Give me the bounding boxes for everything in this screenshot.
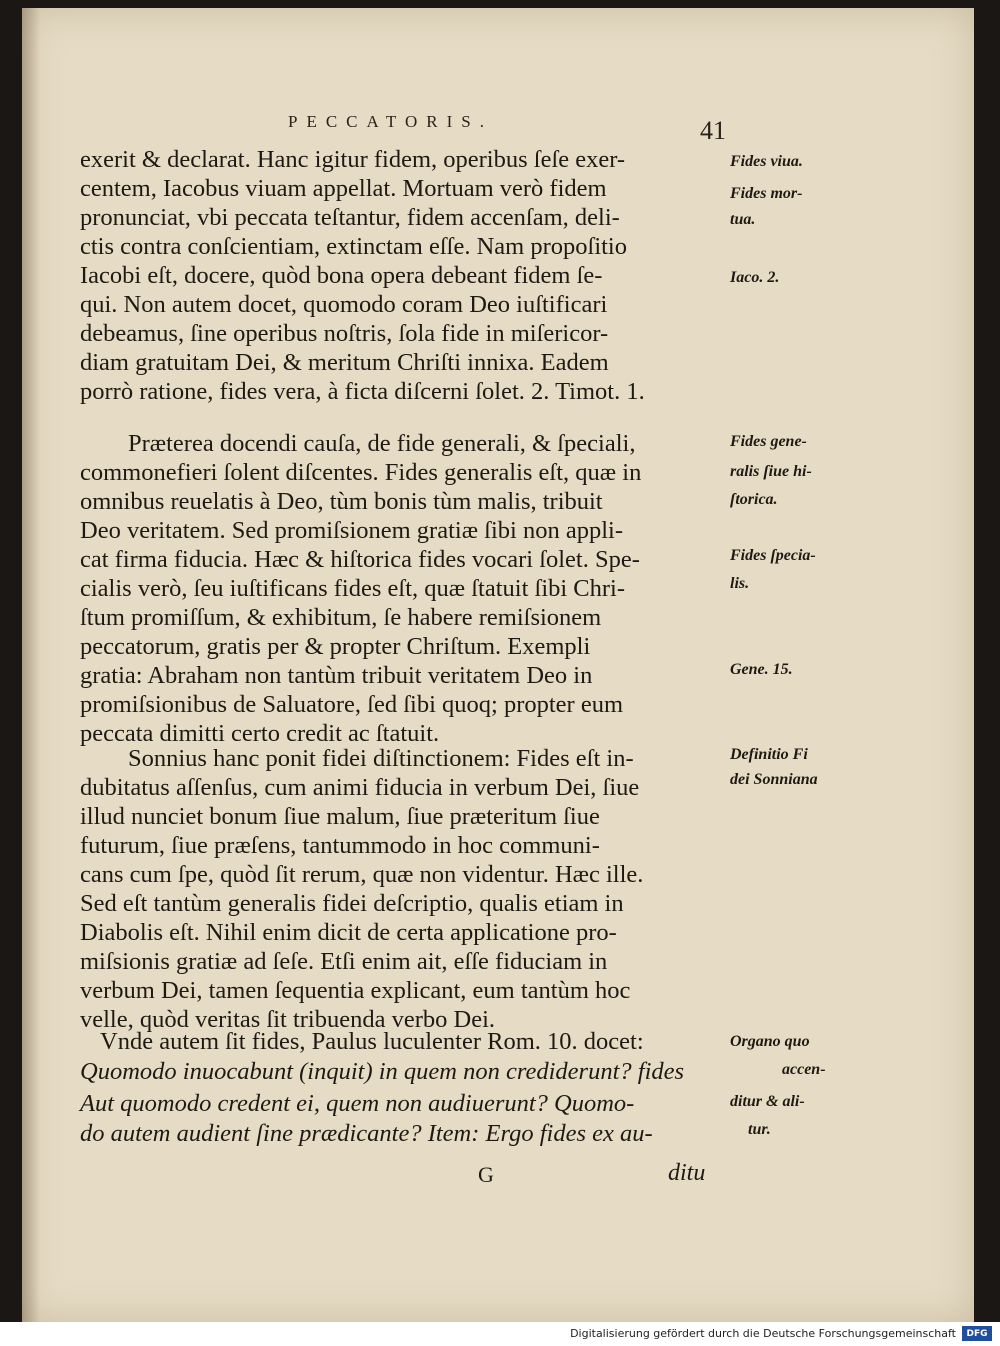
text-line: Quomodo inuocabunt (inquit) in quem non crediderunt? fides — [80, 1058, 685, 1085]
margin-note: dei Sonniana — [730, 771, 818, 788]
footer-bar — [0, 1322, 1000, 1346]
footer-credit: Digitalisierung gefördert durch die Deutsche Forschungsgemeinschaft — [570, 1327, 956, 1340]
margin-note: accen- — [782, 1061, 826, 1078]
text-line: ctis contra conſcientiam, extinctam eſſe. Nam propoſitio — [80, 233, 627, 260]
text-line: promiſsionibus de Saluatore, ſed ſibi quoq; propter eum — [80, 691, 623, 718]
dfg-logo: DFG — [962, 1326, 992, 1341]
margin-note: ralis ſiue hi- — [730, 463, 812, 480]
text-line: peccata dimitti certo credit ac ſtatuit. — [80, 720, 440, 747]
margin-note: Fides mor- — [730, 185, 803, 202]
margin-note: Organo quo — [730, 1033, 810, 1050]
text-line: exerit & declarat. Hanc igitur fidem, operibus ſeſe exer- — [80, 146, 626, 173]
running-head: PECCATORIS. — [288, 112, 493, 131]
text-line: porrò ratione, fides vera, à ficta diſcerni ſolet. 2. Timot. 1. — [80, 378, 645, 405]
text-line: commonefieri ſolent diſcentes. Fides generalis eſt, quæ in — [80, 459, 642, 486]
catchword: ditu — [668, 1160, 706, 1186]
margin-note: Iaco. 2. — [730, 269, 780, 286]
text-line: gratia: Abraham non tantùm tribuit veritatem Deo in — [80, 662, 593, 689]
text-line: omnibus reuelatis à Deo, tùm bonis tùm malis, tribuit — [80, 488, 603, 515]
text-line: ſtum promiſſum, & exhibitum, ſe habere remiſsionem — [80, 604, 602, 631]
text-line: diam gratuitam Dei, & meritum Chriſti innixa. Eadem — [80, 349, 609, 376]
page-number: 41 — [700, 116, 726, 145]
margin-note: Fides viua. — [730, 153, 803, 170]
margin-note: Fides ſpecia- — [730, 547, 816, 564]
text-line: futurum, ſiue præſens, tantummodo in hoc communi- — [80, 832, 600, 859]
text-line: illud nunciet bonum ſiue malum, ſiue præteritum ſiue — [80, 803, 600, 830]
margin-note: ſtorica. — [730, 491, 778, 508]
text-line: Diabolis eſt. Nihil enim dicit de certa applicatione pro- — [80, 919, 617, 946]
text-line: dubitatus aſſenſus, cum animi fiducia in verbum Dei, ſiue — [80, 774, 640, 801]
text-line: Aut quomodo credent ei, quem non audiuerunt? Quomo- — [80, 1090, 635, 1117]
text-line: pronunciat, vbi peccata teſtantur, fidem accenſam, deli- — [80, 204, 620, 231]
text-line: debeamus, ſine operibus noſtris, ſola fide in miſericor- — [80, 320, 609, 347]
margin-note: Fides gene- — [730, 433, 807, 450]
text-line: cans cum ſpe, quòd ſit rerum, quæ non videntur. Hæc ille. — [80, 861, 644, 888]
text-line: do autem audient ſine prædicante? Item: Ergo fides ex au- — [80, 1120, 653, 1147]
signature-mark: G — [478, 1162, 494, 1187]
text-line: miſsionis gratiæ ad ſeſe. Etſi enim ait, eſſe fiduciam in — [80, 948, 608, 975]
text-line: cialis verò, ſeu iuſtificans fides eſt, quæ ſtatuit ſibi Chri- — [80, 575, 626, 602]
text-line: qui. Non autem docet, quomodo coram Deo iuſtificari — [80, 291, 608, 318]
text-line: Deo veritatem. Sed promiſsionem gratiæ ſibi non appli- — [80, 517, 623, 544]
text-line: verbum Dei, tamen ſequentia explicant, eum tantùm hoc — [80, 977, 631, 1004]
text-line: Sonnius hanc ponit fidei diſtinctionem: Fides eſt in- — [128, 745, 634, 772]
text-line: centem, Iacobus viuam appellat. Mortuam verò fidem — [80, 175, 607, 202]
text-line: peccatorum, gratis per & propter Chriſtum. Exempli — [80, 633, 591, 660]
text-line: Sed eſt tantùm generalis fidei deſcriptio, qualis etiam in — [80, 890, 624, 917]
margin-note: tur. — [748, 1121, 771, 1138]
margin-note: Definitio Fi — [730, 746, 808, 763]
text-line: Vnde autem ſit fides, Paulus luculenter Rom. 10. docet: — [100, 1028, 644, 1055]
margin-note: Gene. 15. — [730, 661, 793, 678]
text-line: cat firma fiducia. Hæc & hiſtorica fides vocari ſolet. Spe- — [80, 546, 640, 573]
text-line: velle, quòd veritas ſit tribuenda verbo Dei. — [80, 1006, 496, 1033]
margin-note: ditur & ali- — [730, 1093, 805, 1110]
text-line: Præterea docendi cauſa, de fide generali, & ſpeciali, — [128, 430, 636, 457]
margin-note: lis. — [730, 575, 750, 592]
margin-note: tua. — [730, 211, 756, 228]
text-line: Iacobi eſt, docere, quòd bona opera debeant fidem ſe- — [80, 262, 603, 289]
